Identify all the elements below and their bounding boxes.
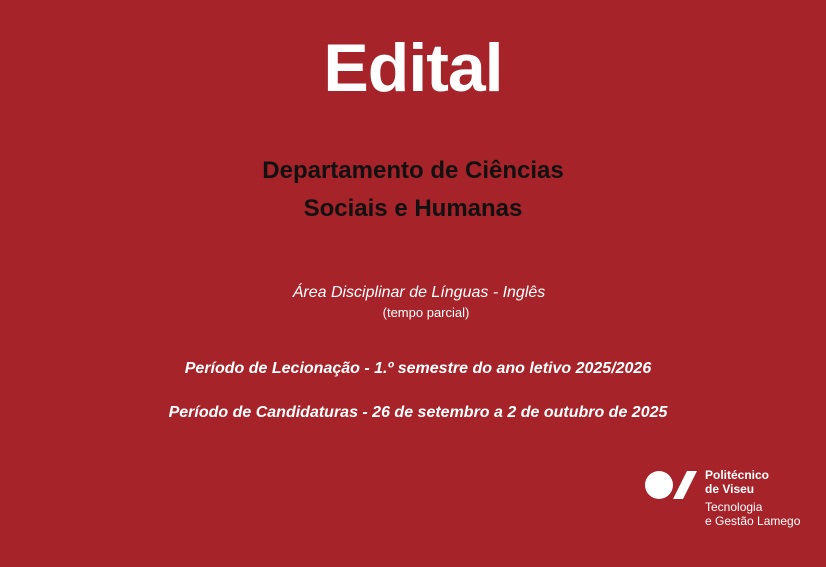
logo-line-1: Politécnico	[705, 468, 770, 482]
department-line-2: Sociais e Humanas	[303, 195, 523, 222]
logo-text	[705, 468, 800, 528]
subject-area: Área Disciplinar de Línguas - Inglês	[292, 284, 546, 301]
politecnico-mark-icon	[645, 470, 697, 500]
application-period: Período de Candidaturas - 26 de setembro a 2 de outubro de 2025	[168, 404, 668, 421]
department-line-1: Departamento de Ciências	[262, 157, 564, 184]
contract-regime: (tempo parcial)	[382, 305, 470, 320]
page-title: Edital	[323, 30, 503, 106]
teaching-period: Período de Lecionação - 1.º semestre do ano letivo 2025/2026	[184, 360, 652, 377]
logo-line-3: Tecnologia	[705, 500, 763, 514]
logo-line-4: e Gestão Lamego	[705, 514, 801, 528]
logo-line-2: de Viseu	[705, 482, 755, 496]
institution-logo	[645, 468, 817, 534]
department-name	[0, 152, 826, 228]
